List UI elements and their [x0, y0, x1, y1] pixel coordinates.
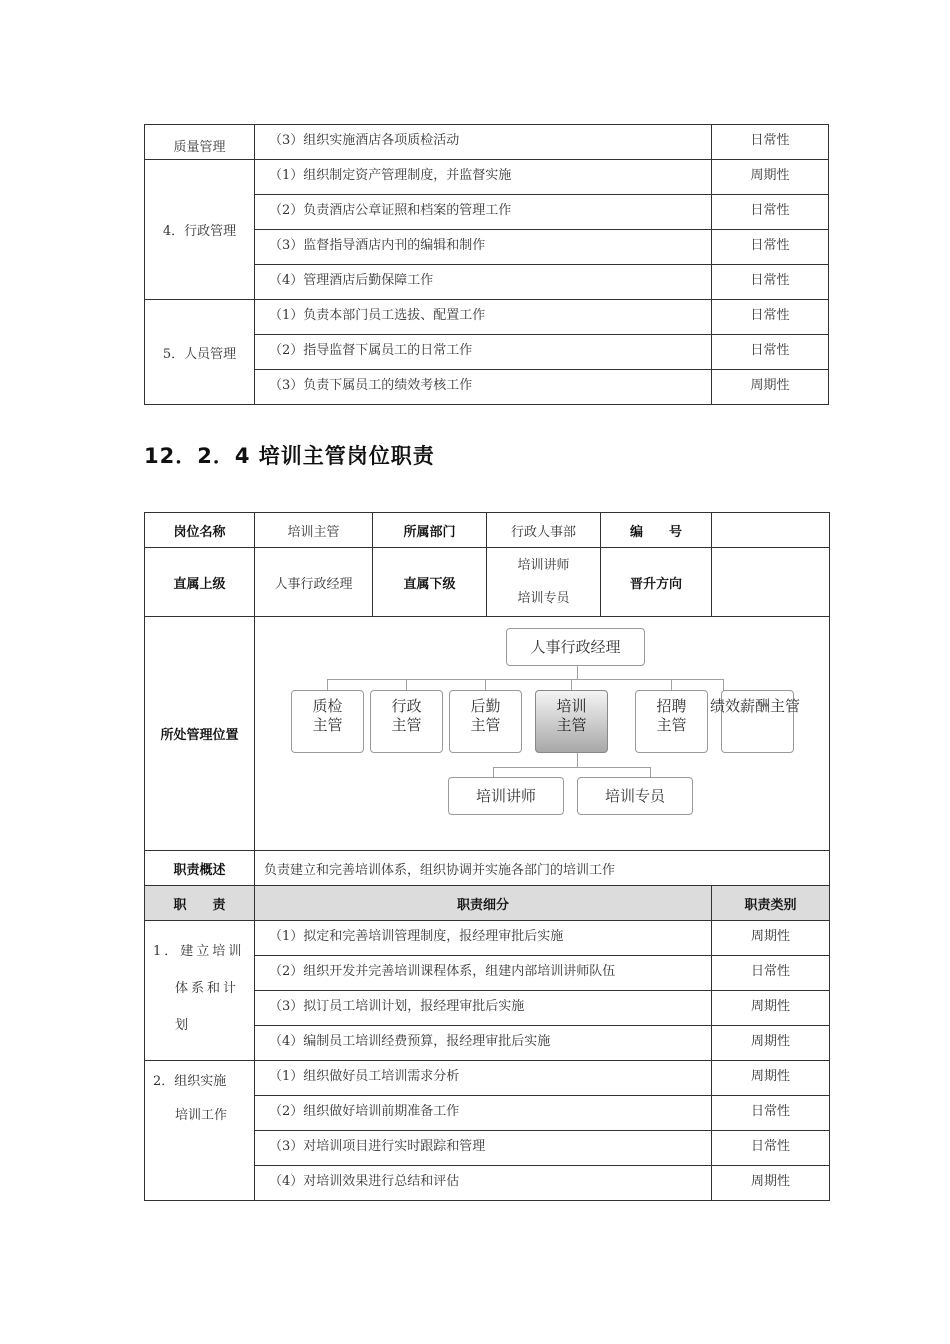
type-cell: 日常性 — [712, 1096, 830, 1131]
duty-group-cell: 2．组织实施 培训工作 — [145, 1061, 255, 1201]
org-box-recruiting: 招聘 主管 — [635, 690, 708, 753]
table-row — [145, 513, 830, 548]
category-cell: 5．人员管理 — [145, 300, 255, 405]
type-cell: 周期性 — [712, 991, 830, 1026]
org-box-admin: 行政 主管 — [370, 690, 443, 753]
type-cell: 周期性 — [712, 160, 829, 195]
number-value — [712, 513, 830, 548]
type-cell: 周期性 — [712, 1026, 830, 1061]
type-cell: 日常性 — [712, 125, 829, 160]
duties-table-continued — [144, 124, 829, 405]
type-cell: 日常性 — [712, 195, 829, 230]
table-row — [145, 851, 830, 886]
subordinate-item: 培训讲师 — [517, 558, 570, 573]
org-box-compensation: 绩效薪酬主管 — [721, 690, 794, 753]
position-duties-table — [144, 512, 830, 1201]
superior-label: 直属上级 — [145, 548, 255, 617]
subordinate-item: 培训专员 — [517, 591, 570, 606]
org-box-training-specialist: 培训专员 — [577, 777, 693, 815]
org-chart — [255, 617, 827, 849]
task-cell: （4）管理酒店后勤保障工作 — [255, 265, 712, 300]
connector-line — [493, 767, 651, 768]
category-cell: 4．行政管理 — [145, 160, 255, 300]
promotion-label: 晋升方向 — [601, 548, 712, 617]
task-cell: （2）组织开发并完善培训课程体系，组建内部培训讲师队伍 — [255, 956, 712, 991]
department-label: 所属部门 — [373, 513, 487, 548]
table-row — [145, 921, 830, 956]
number-label: 编 号 — [601, 513, 712, 548]
type-cell: 周期性 — [712, 370, 829, 405]
type-cell: 日常性 — [712, 335, 829, 370]
promotion-value — [712, 548, 830, 617]
table-row — [145, 300, 829, 335]
task-cell: （4）对培训效果进行总结和评估 — [255, 1166, 712, 1201]
connector-line — [650, 767, 651, 777]
connector-line — [493, 767, 494, 777]
org-box-trainer: 培训讲师 — [448, 777, 564, 815]
org-box-logistics: 后勤 主管 — [449, 690, 522, 753]
duty-group-cell: 1．建立培训 体系和计 划 — [145, 921, 255, 1061]
table-header-row — [145, 886, 830, 921]
subordinate-label: 直属下级 — [373, 548, 487, 617]
category-header: 职责类别 — [712, 886, 830, 921]
type-cell: 周期性 — [712, 1166, 830, 1201]
table-row — [145, 1061, 830, 1096]
task-cell: （2）组织做好培训前期准备工作 — [255, 1096, 712, 1131]
detail-header: 职责细分 — [255, 886, 712, 921]
connector-line — [577, 753, 578, 767]
category-cell: 质量管理 — [145, 125, 255, 160]
org-box-quality: 质检 主管 — [291, 690, 364, 753]
task-cell: （3）拟订员工培训计划，报经理审批后实施 — [255, 991, 712, 1026]
org-box-manager: 人事行政经理 — [506, 628, 645, 666]
management-position-label: 所处管理位置 — [145, 617, 255, 851]
task-cell: （1）组织做好员工培训需求分析 — [255, 1061, 712, 1096]
overview-label: 职责概述 — [145, 851, 255, 886]
task-cell: （1）组织制定资产管理制度，并监督实施 — [255, 160, 712, 195]
task-cell: （3）对培训项目进行实时跟踪和管理 — [255, 1131, 712, 1166]
type-cell: 周期性 — [712, 1061, 830, 1096]
type-cell: 日常性 — [712, 1131, 830, 1166]
section-title: 12．2．4 培训主管岗位职责 — [144, 444, 435, 468]
position-name-label: 岗位名称 — [145, 513, 255, 548]
type-cell: 日常性 — [712, 300, 829, 335]
table-row — [145, 160, 829, 195]
position-name-value: 培训主管 — [255, 513, 373, 548]
task-cell: （1）拟定和完善培训管理制度，报经理审批后实施 — [255, 921, 712, 956]
table-row — [145, 548, 830, 617]
task-cell: （3）组织实施酒店各项质检活动 — [255, 125, 712, 160]
table-row — [145, 125, 829, 160]
connector-line — [327, 679, 724, 680]
overview-value: 负责建立和完善培训体系，组织协调并实施各部门的培训工作 — [255, 851, 830, 886]
subordinate-value — [487, 548, 601, 617]
org-chart-cell — [255, 617, 830, 851]
department-value: 行政人事部 — [487, 513, 601, 548]
task-cell: （1）负责本部门员工选拔、配置工作 — [255, 300, 712, 335]
table-row — [145, 617, 830, 851]
org-box-training-selected: 培训 主管 — [535, 690, 608, 753]
type-cell: 日常性 — [712, 956, 830, 991]
type-cell: 日常性 — [712, 265, 829, 300]
type-cell: 周期性 — [712, 921, 830, 956]
superior-value: 人事行政经理 — [255, 548, 373, 617]
task-cell: （3）监督指导酒店内刊的编辑和制作 — [255, 230, 712, 265]
type-cell: 日常性 — [712, 230, 829, 265]
task-cell: （2）指导监督下属员工的日常工作 — [255, 335, 712, 370]
duty-header: 职 责 — [145, 886, 255, 921]
task-cell: （2）负责酒店公章证照和档案的管理工作 — [255, 195, 712, 230]
task-cell: （4）编制员工培训经费预算，报经理审批后实施 — [255, 1026, 712, 1061]
task-cell: （3）负责下属员工的绩效考核工作 — [255, 370, 712, 405]
